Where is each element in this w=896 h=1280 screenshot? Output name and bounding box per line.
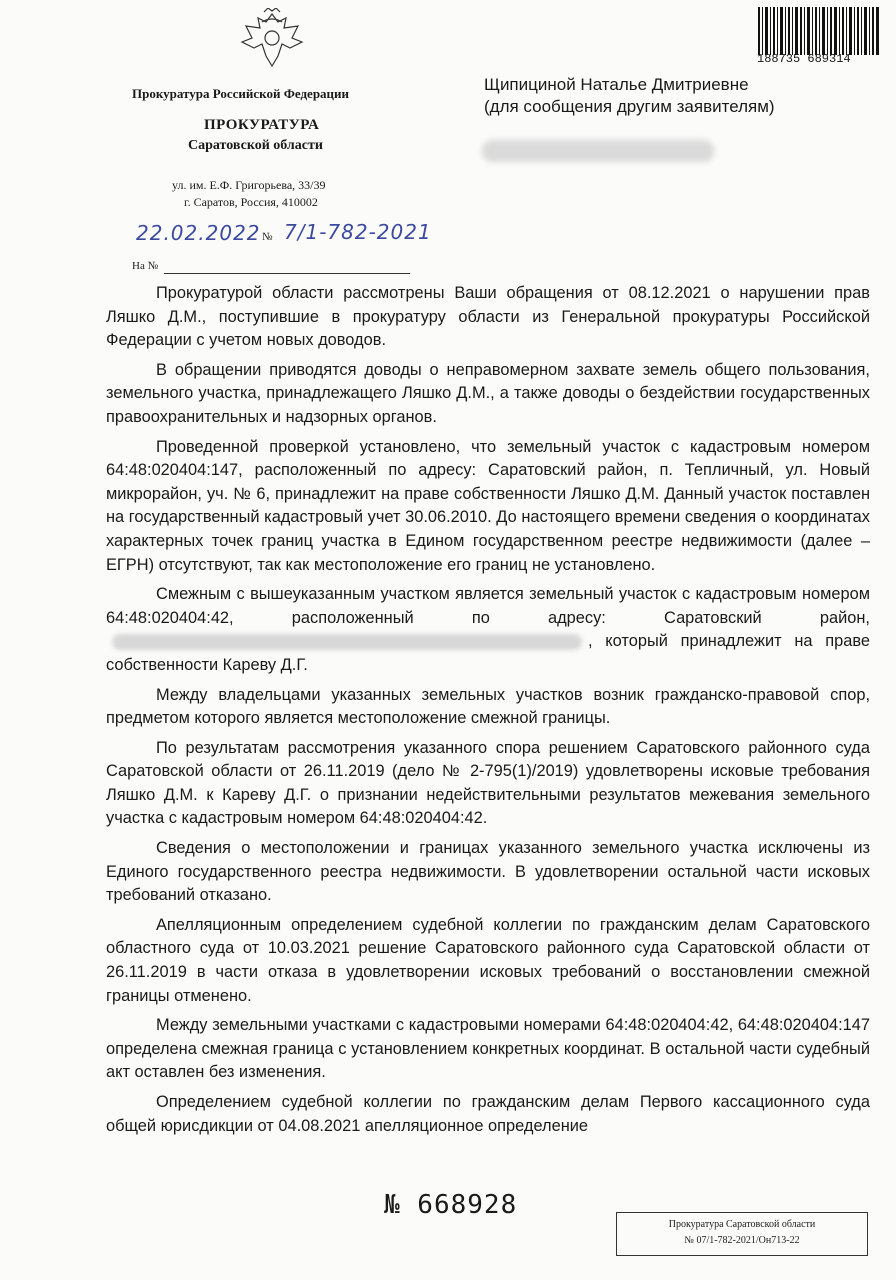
recipient-name: Щипициной Наталье Дмитриевне — [484, 75, 749, 94]
paragraph-8: Апелляционным определением судебной коллегии по гражданским делам Саратовского областного суда от 10.03.2021 решение Саратовского районного суда Саратовской области от 26.11.2019 в части отказа в удовлетворении исковых требований о восстановлении смежной границы отменено. — [106, 915, 870, 1005]
redacted-email — [482, 140, 714, 162]
org-name-region: Саратовской области — [188, 138, 323, 153]
number-label: № — [262, 231, 273, 243]
paragraph-3: Проведенной проверкой установлено, что земельный участок с кадастровым номером 64:48:020404:147, расположенный по адресу: Саратовский район, п. Тепличный, ул. Новый микрорайон, уч. № 6, принадлежит на праве собственности Ляшко Д.М. Данный участок поставлен на государственный кадастровый учет 30.06.2010. До настоящего времени сведения о координатах характерных точек границ участка в Едином государственном реестре недвижимости (далее – ЕГРН) отсутствуют, так как местоположение его границ не установлено. — [106, 437, 870, 574]
stamp-org: Прокуратура Саратовской области — [668, 1219, 816, 1230]
handwritten-reference-number: 7/1-782-2021 — [284, 220, 432, 244]
paragraph-4-start: Смежным с вышеуказанным участком является земельный участок с кадастровым номером 64:48:020404:42, расположенный по адресу: Саратовский район, — [106, 585, 870, 627]
paragraph-10: Определением судебной коллегии по гражданским делам Первого кассационного суда общей юрисдикции от 04.08.2021 апелляционное определение — [106, 1093, 870, 1135]
redacted-address — [112, 634, 582, 650]
paragraph-6: По результатам рассмотрения указанного спора решением Саратовского районного суда Саратовской области от 26.11.2019 (дело № 2-795(1)/2019) удовлетворены исковые требования Ляшко Д.М. к Кареву Д.Г. о признании недействительными результатов межевания земельного участка с кадастровым номером 64:48:020404:42. — [106, 738, 870, 828]
reply-to-line — [164, 273, 410, 274]
paragraph-1: Прокуратурой области рассмотрены Ваши обращения от 08.12.2021 о нарушении прав Ляшко Д.М., поступившие в прокуратуру области из Генеральной прокуратуры Российской Федерации с учетом новых доводов. — [106, 284, 870, 350]
paragraph-5: Между владельцами указанных земельных участков возник гражданско-правовой спор, предметом которого является местоположение смежной границы. — [106, 685, 870, 728]
barcode-number: 188735 689314 — [757, 52, 851, 66]
recipient-note: (для сообщения другим заявителям) — [484, 97, 775, 116]
paragraph-7: Сведения о местоположении и границах указанного земельного участка исключены из Единого государственного реестра недвижимости. В удовлетворении остальной части исковых требований отказано. — [106, 839, 870, 905]
reply-to-label: На № — [132, 260, 159, 272]
paragraph-9: Между земельными участками с кадастровыми номерами 64:48:020404:42, 64:48:020404:147 определена смежная граница с установлением конкретных координат. В остальной части судебный акт оставлен без изменения. — [106, 1016, 870, 1082]
org-address-city: г. Саратов, Россия, 410002 — [184, 195, 318, 209]
letter-body — [106, 282, 870, 1144]
org-name-federal: Прокуратура Российской Федерации — [132, 86, 350, 101]
paragraph-4 — [106, 583, 870, 677]
coat-of-arms-icon — [232, 8, 312, 70]
handwritten-date: 22.02.2022 — [136, 221, 261, 245]
paragraph-2: В обращении приводятся доводы о неправомерном захвате земель общего пользования, земельного участка, принадлежащего Ляшко Д.М., а также доводы о бездействии государственных правоохранительных и надзорных органов. — [106, 360, 870, 426]
org-name-title: ПРОКУРАТУРА — [204, 117, 320, 133]
paragraph-4-end: , который принадлежит на праве собственности Кареву Д.Г. — [106, 632, 870, 674]
stamp-number: № 07/1-782-2021/Он713-22 — [684, 1235, 800, 1246]
registration-stamp — [616, 1212, 868, 1256]
recipient-block — [484, 74, 775, 118]
org-address-street: ул. им. Е.Ф. Григорьева, 33/39 — [172, 178, 326, 192]
form-serial-number: № 668928 — [384, 1190, 518, 1220]
